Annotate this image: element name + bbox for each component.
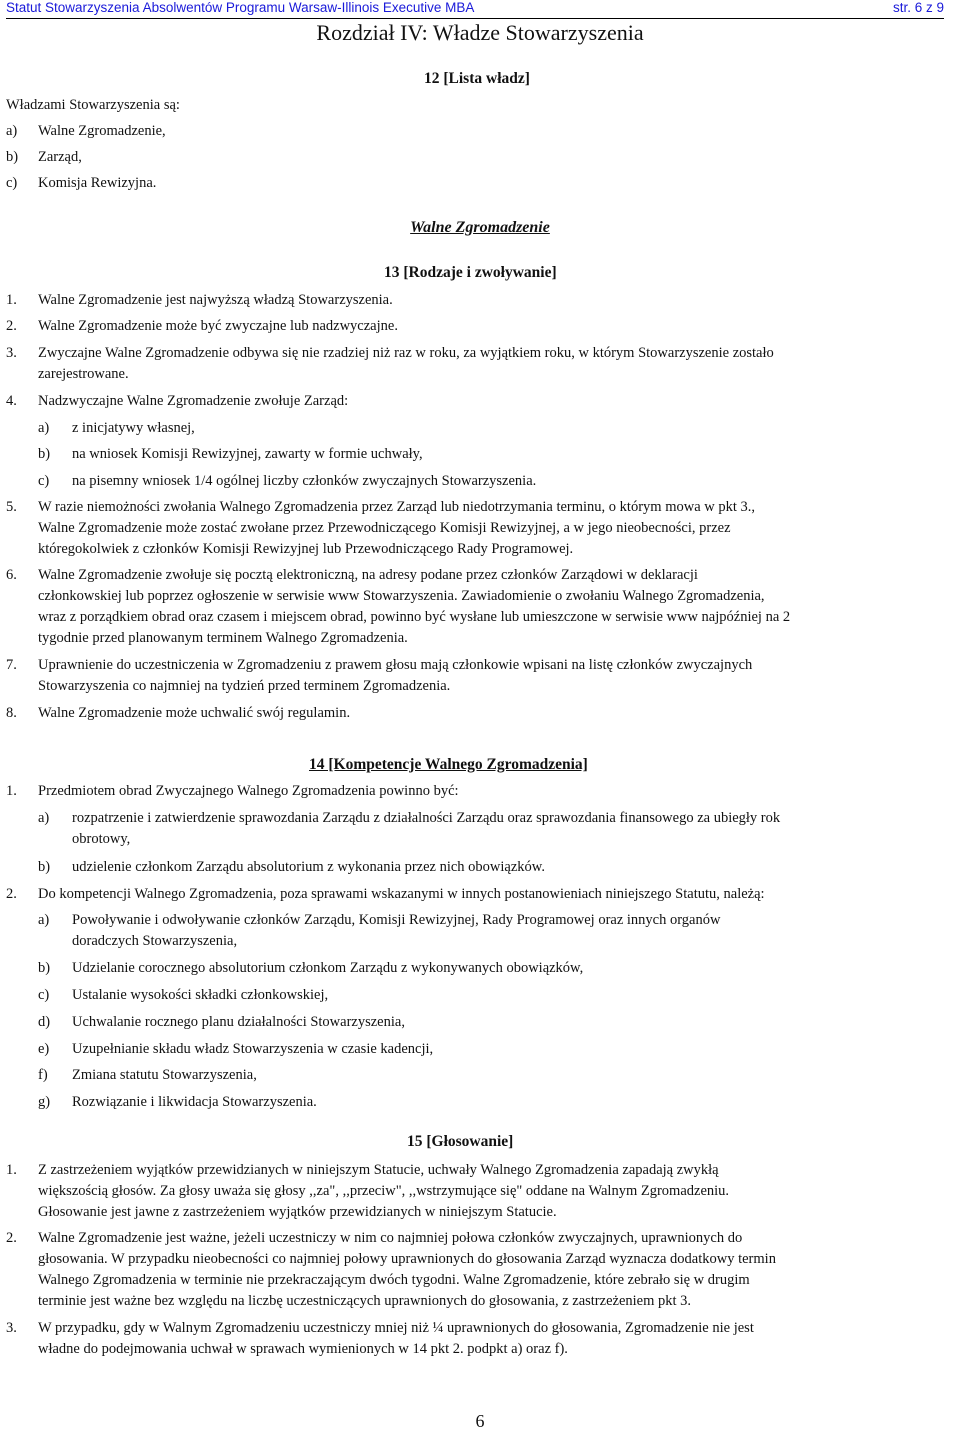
- section-14-heading: 14 [Kompetencje Walnego Zgromadzenia]: [309, 756, 588, 773]
- para-number: 8.: [6, 705, 17, 721]
- list-item: udzielenie członkom Zarządu absolutorium z wykonania przez nich obowiązków.: [72, 859, 545, 875]
- list-item: z inicjatywy własnej,: [72, 420, 195, 436]
- list-marker: a): [38, 912, 50, 928]
- list-marker: c): [38, 473, 50, 489]
- para-text: któregokolwiek z członków Komisji Rewizyjnej lub Przewodniczącego Rady Programowej.: [38, 541, 574, 557]
- document-title: Statut Stowarzyszenia Absolwentów Programu Warsaw-Illinois Executive MBA: [6, 0, 475, 15]
- para-text: Z zastrzeżeniem wyjątków przewidzianych w niniejszym Statucie, uchwały Walnego Zgromadzenia zapadają zwykłą: [38, 1162, 719, 1178]
- para-number: 6.: [6, 567, 17, 583]
- page-indicator: str. 6 z 9: [892, 0, 944, 15]
- para-text: zarejestrowane.: [38, 366, 129, 382]
- page-header: [6, 0, 944, 19]
- para-text: Przedmiotem obrad Zwyczajnego Walnego Zgromadzenia powinno być:: [38, 783, 459, 799]
- list-marker: g): [38, 1094, 51, 1110]
- list-item: Komisja Rewizyjna.: [38, 175, 157, 191]
- para-text: Zwyczajne Walne Zgromadzenie odbywa się nie rzadziej niż raz w roku, za wyjątkiem roku, w którym Stowarzyszenie zostało: [38, 345, 774, 361]
- list-marker: c): [6, 175, 18, 191]
- list-marker: a): [38, 810, 50, 826]
- section-12-heading: 12 [Lista władz]: [424, 70, 530, 87]
- list-item: Uzupełnianie składu władz Stowarzyszenia w czasie kadencji,: [72, 1041, 434, 1057]
- para-text: Walne Zgromadzenie może uchwalić swój regulamin.: [38, 705, 351, 721]
- list-item: Udzielanie corocznego absolutorium członkom Zarządu z wykonywanych obowiązków,: [72, 960, 584, 976]
- para-text: Głosowanie jest jawne z zastrzeżeniem wyjątków przewidzianych w niniejszym Statucie.: [38, 1204, 557, 1220]
- list-marker: c): [38, 987, 50, 1003]
- para-text: władne do podejmowania uchwał w sprawach wymienionych w 14 pkt 2. podpkt a) oraz f).: [38, 1341, 568, 1357]
- para-number: 1.: [6, 292, 17, 308]
- para-text: terminie jest ważne bez względu na liczbę uczestniczących uprawnionych do głosowania, z zastrzeżeniem pkt 3.: [38, 1293, 692, 1309]
- subheading-walne-zgromadzenie: Walne Zgromadzenie: [410, 219, 550, 236]
- list-item: Rozwiązanie i likwidacja Stowarzyszenia.: [72, 1094, 317, 1110]
- para-number: 2.: [6, 1230, 17, 1246]
- list-item: na wniosek Komisji Rewizyjnej, zawarty w formie uchwały,: [72, 446, 423, 462]
- para-number: 7.: [6, 657, 17, 673]
- list-item: Ustalanie wysokości składki członkowskiej,: [72, 987, 329, 1003]
- list-marker: f): [38, 1067, 48, 1083]
- para-text: Walne Zgromadzenie jest ważne, jeżeli uczestniczy w nim co najmniej połowa członków zwyczajnych, uprawnionych do: [38, 1230, 743, 1246]
- para-number: 5.: [6, 499, 17, 515]
- section-12-intro: Władzami Stowarzyszenia są:: [6, 97, 180, 113]
- para-text: głosowania. W przypadku nieobecności co najmniej połowy uprawnionych do głosowania Zarząd wyznacza dodatkowy termin: [38, 1251, 776, 1267]
- para-text: W razie niemożności zwołania Walnego Zgromadzenia przez Zarząd lub niedotrzymania terminu, o którym mowa w pkt 3.,: [38, 499, 755, 515]
- para-text: Walne Zgromadzenie może zostać zwołane przez Przewodniczącego Komisji Rewizyjnej, a w jego nieobecności, przez: [38, 520, 731, 536]
- list-item: obrotowy,: [72, 831, 131, 847]
- list-item: na pisemny wniosek 1/4 ogólnej liczby członków zwyczajnych Stowarzyszenia.: [72, 473, 537, 489]
- section-13-heading: 13 [Rodzaje i zwoływanie]: [384, 264, 557, 281]
- list-item: Walne Zgromadzenie,: [38, 123, 166, 139]
- para-number: 3.: [6, 1320, 17, 1336]
- para-text: większością głosów. Za głosy uważa się głosy ,,za", ,,przeciw", ,,wstrzymujące się" oddane na Walnym Zgromadzeniu.: [38, 1183, 730, 1199]
- chapter-title: Rozdział IV: Władze Stowarzyszenia: [316, 20, 644, 45]
- para-number: 4.: [6, 393, 17, 409]
- para-text: Do kompetencji Walnego Zgromadzenia, poza sprawami wskazanymi w innych postanowieniach niniejszego Statutu, należą:: [38, 886, 765, 902]
- list-marker: d): [38, 1014, 51, 1030]
- list-marker: e): [38, 1041, 50, 1057]
- para-text: Walnego Zgromadzenia w terminie nie przekraczającym dwóch tygodni. Walne Zgromadzenie, które zebrało się w drugim: [38, 1272, 750, 1288]
- para-number: 1.: [6, 783, 17, 799]
- para-text: Walne Zgromadzenie jest najwyższą władzą Stowarzyszenia.: [38, 292, 393, 308]
- para-text: Stowarzyszenia co najmniej na tydzień przed terminem Zgromadzenia.: [38, 678, 451, 694]
- para-text: Uprawnienie do uczestniczenia w Zgromadzeniu z prawem głosu mają członkowie wpisani na listę członków zwyczajnych: [38, 657, 753, 673]
- para-text: tygodnie przed planowanym terminem Walnego Zgromadzenia.: [38, 630, 408, 646]
- list-item: doradczych Stowarzyszenia,: [72, 933, 238, 949]
- list-item: Powoływanie i odwoływanie członków Zarządu, Komisji Rewizyjnej, Rady Programowej oraz innych organów: [72, 912, 721, 928]
- para-number: 2.: [6, 886, 17, 902]
- para-number: 3.: [6, 345, 17, 361]
- list-item: rozpatrzenie i zatwierdzenie sprawozdania Zarządu z działalności Zarządu oraz sprawozdania finansowego za ubiegły rok: [72, 810, 781, 826]
- para-text: członkowskiej lub poprzez ogłoszenie w serwisie www Stowarzyszenia. Zawiadomienie o zwołaniu Walnego Zgromadzenia,: [38, 588, 765, 604]
- section-15-heading: 15 [Głosowanie]: [407, 1133, 514, 1150]
- list-item: Zmiana statutu Stowarzyszenia,: [72, 1067, 257, 1083]
- para-number: 2.: [6, 318, 17, 334]
- para-text: W przypadku, gdy w Walnym Zgromadzeniu uczestniczy mniej niż ¼ uprawnionych do głosowania, Zgromadzenie nie jest: [38, 1320, 754, 1336]
- list-item: Uchwalanie rocznego planu działalności Stowarzyszenia,: [72, 1014, 405, 1030]
- list-marker: b): [6, 149, 19, 165]
- list-marker: a): [6, 123, 18, 139]
- para-text: Nadzwyczajne Walne Zgromadzenie zwołuje Zarząd:: [38, 393, 349, 409]
- para-number: 1.: [6, 1162, 17, 1178]
- list-marker: b): [38, 960, 51, 976]
- list-marker: b): [38, 446, 51, 462]
- list-marker: a): [38, 420, 50, 436]
- para-text: wraz z porządkiem obrad oraz czasem i miejscem obrad, powinno być wysłane lub umieszczone w serwisie www najpóźniej na 2: [38, 609, 791, 625]
- para-text: Walne Zgromadzenie może być zwyczajne lub nadzwyczajne.: [38, 318, 398, 334]
- list-marker: b): [38, 859, 51, 875]
- list-item: Zarząd,: [38, 149, 82, 165]
- page-number: 6: [475, 1411, 485, 1431]
- para-text: Walne Zgromadzenie zwołuje się pocztą elektroniczną, na adresy podane przez członków Zarządowi w deklaracji: [38, 567, 698, 583]
